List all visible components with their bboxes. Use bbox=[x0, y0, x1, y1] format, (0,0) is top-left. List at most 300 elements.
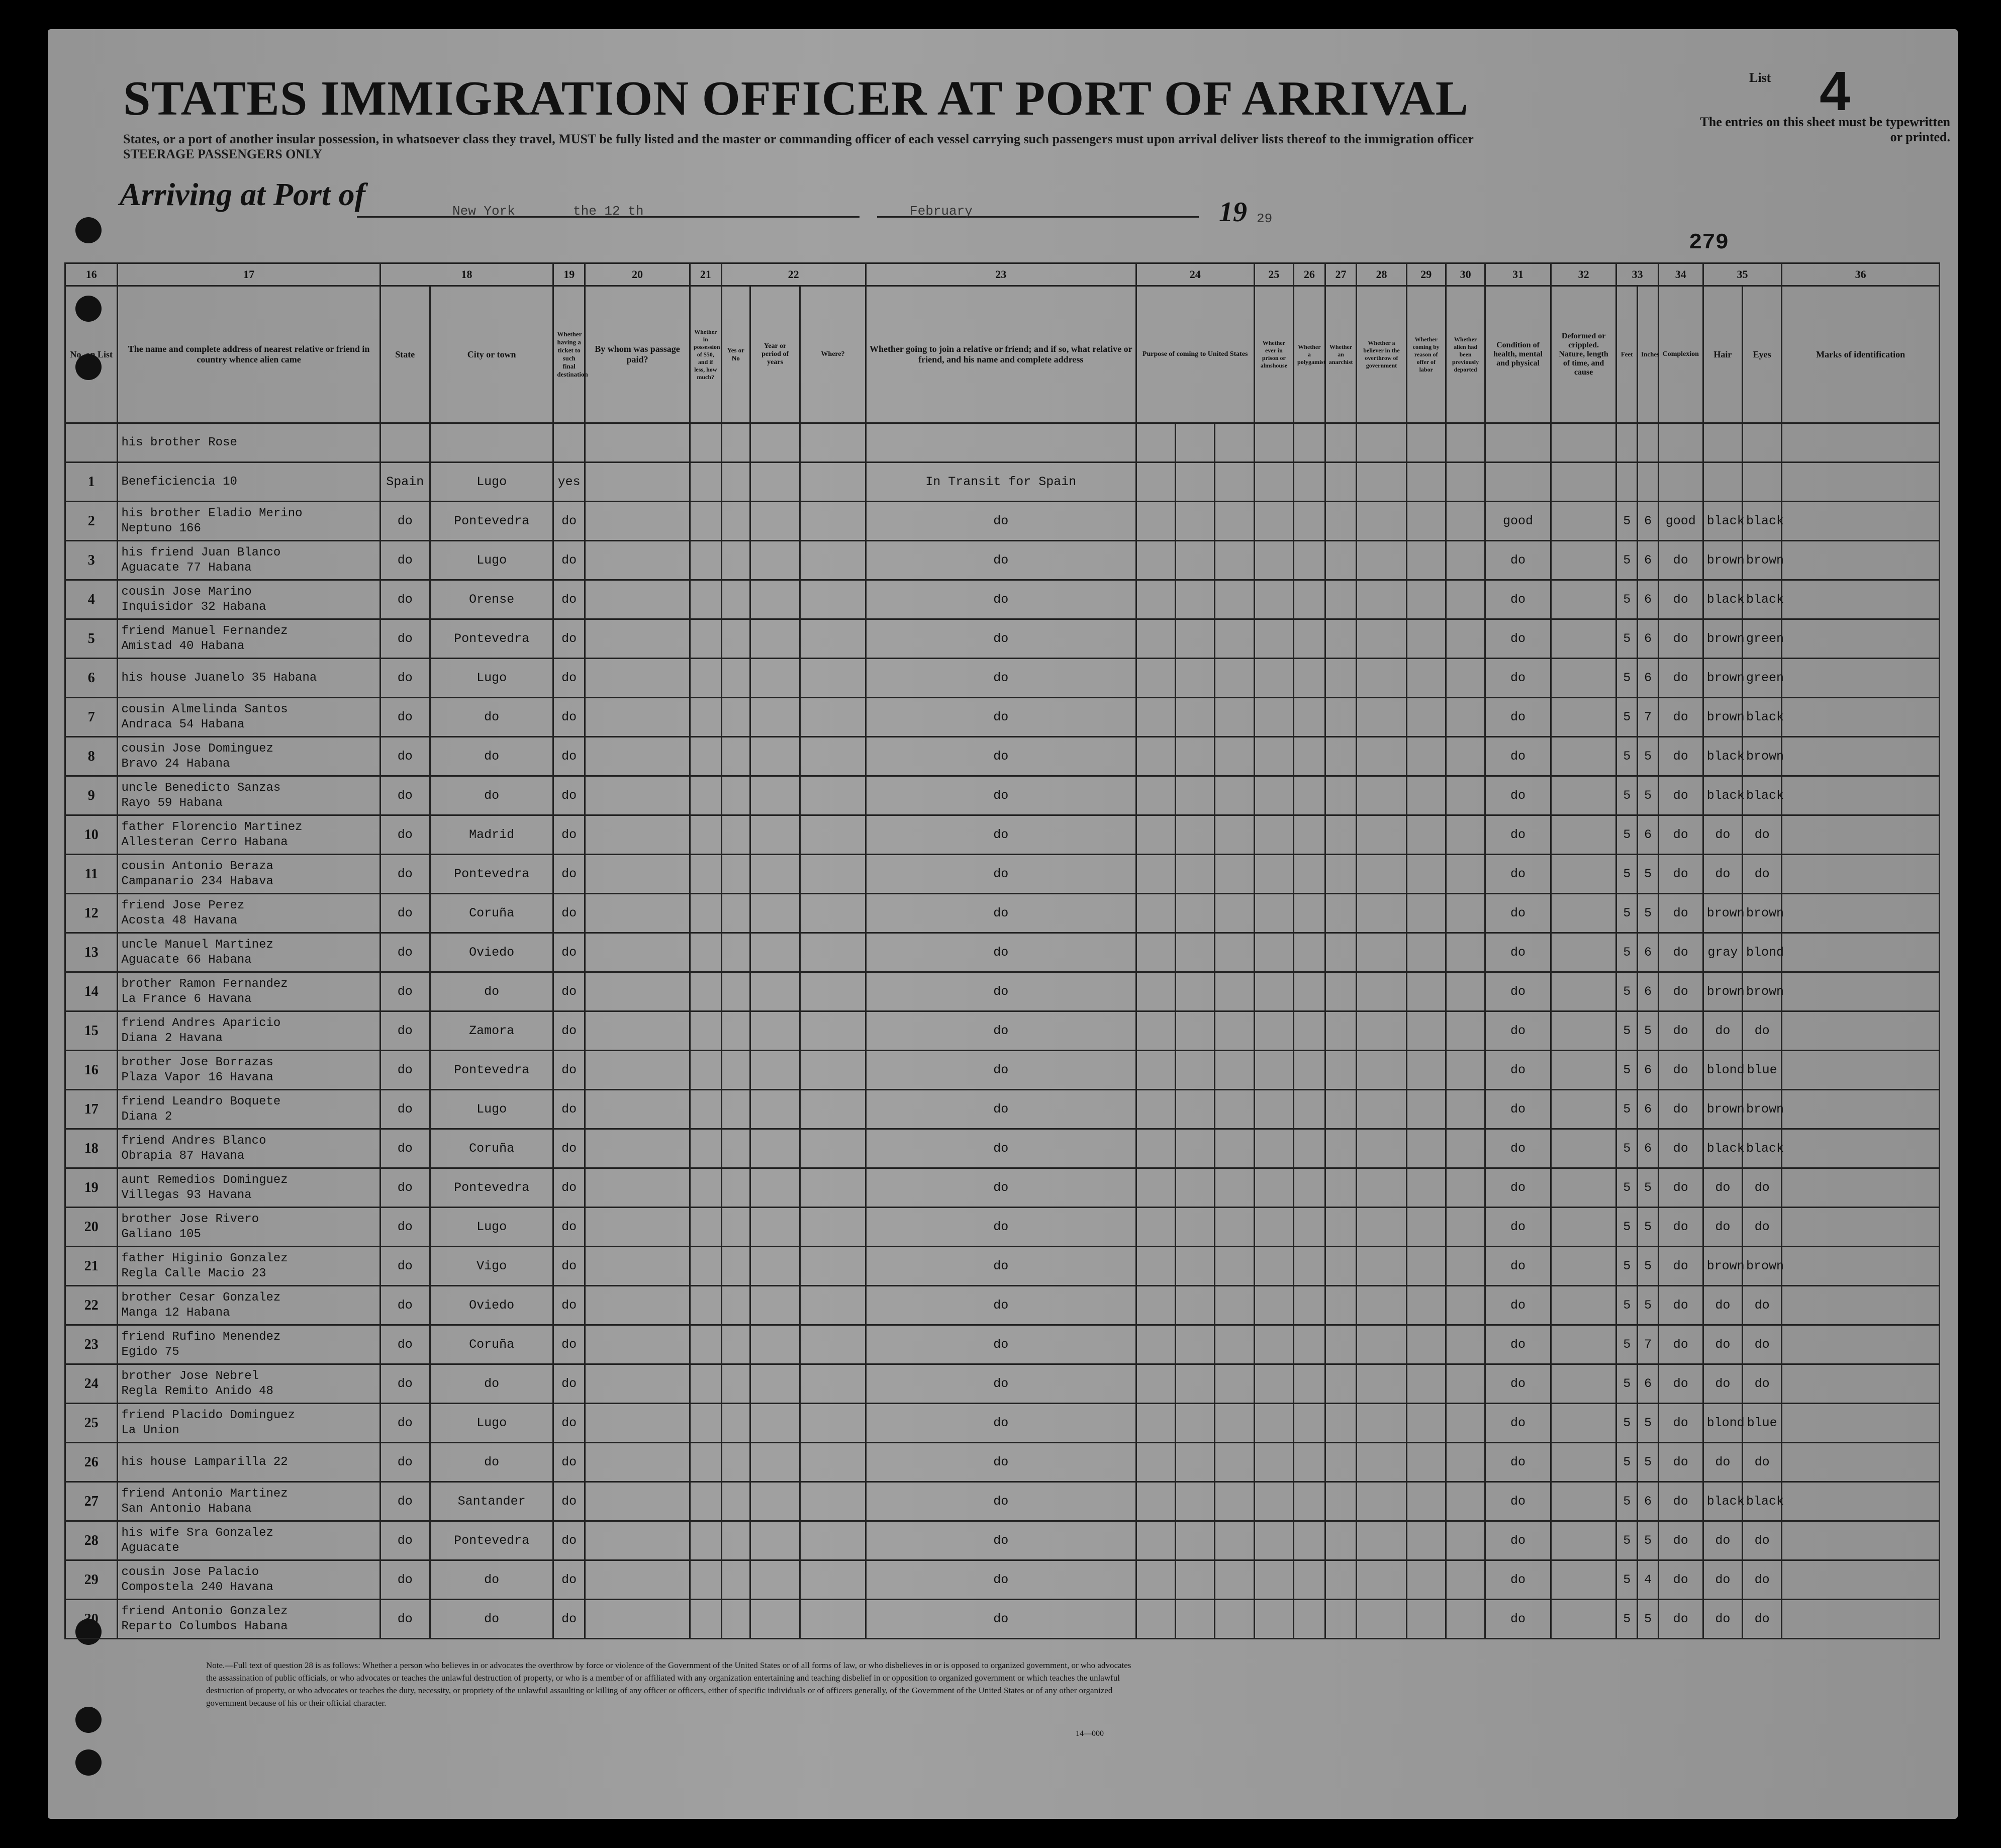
col-number: 27 bbox=[1325, 263, 1357, 286]
height-inches-cell-text: 6 bbox=[1644, 1141, 1652, 1156]
join-cell bbox=[866, 502, 1136, 541]
relative-address bbox=[118, 1090, 380, 1129]
complexion-cell bbox=[1658, 1482, 1703, 1521]
city-cell bbox=[430, 619, 553, 659]
list-number-text: 24 bbox=[84, 1375, 99, 1392]
relative-address-text: Beneficiencia 10 bbox=[121, 475, 237, 489]
ticket-cell bbox=[553, 463, 585, 502]
state-cell-text: do bbox=[397, 827, 413, 842]
prison-cell bbox=[1254, 423, 1293, 463]
anarchist-cell bbox=[1325, 1286, 1357, 1325]
hair-cell bbox=[1703, 1011, 1742, 1051]
passage-cell bbox=[585, 1011, 690, 1051]
purpose-cell bbox=[1136, 541, 1175, 580]
height-feet-cell-text: 5 bbox=[1623, 1259, 1631, 1273]
hair-cell bbox=[1703, 894, 1745, 933]
passage-cell bbox=[585, 815, 690, 855]
height-inches-cell-text: 6 bbox=[1644, 1102, 1652, 1117]
col-number: 26 bbox=[1294, 263, 1325, 286]
header-period: Year or period of years bbox=[750, 286, 800, 423]
header-eyes: Eyes bbox=[1743, 286, 1782, 423]
overthrow-cell bbox=[1357, 1090, 1406, 1129]
relative-address bbox=[118, 1168, 380, 1208]
purpose-cell bbox=[1136, 1011, 1175, 1051]
hair-cell-text: do bbox=[1715, 1180, 1731, 1195]
before-yes-no-cell bbox=[721, 855, 750, 894]
list-number bbox=[65, 1247, 118, 1286]
before-where-cell bbox=[800, 1208, 866, 1247]
eyes-cell bbox=[1743, 972, 1782, 1011]
polygamist-cell bbox=[1294, 1247, 1325, 1286]
city-cell-text: Lugo bbox=[477, 1102, 507, 1117]
complexion-cell-text: do bbox=[1673, 592, 1688, 607]
deported-cell bbox=[1446, 423, 1485, 463]
before-where-cell bbox=[800, 1404, 866, 1443]
city-cell bbox=[430, 1129, 553, 1168]
address-text: Manga 12 Habana bbox=[121, 1306, 230, 1320]
table-row bbox=[65, 659, 1940, 698]
labor-cell bbox=[1406, 502, 1446, 541]
ticket-cell-text: do bbox=[561, 1376, 577, 1391]
height-feet-cell bbox=[1616, 1443, 1638, 1482]
height-feet-cell bbox=[1616, 1404, 1638, 1443]
money-cell bbox=[690, 855, 721, 894]
height-inches-cell-text: 5 bbox=[1644, 906, 1652, 920]
before-where-cell bbox=[800, 541, 866, 580]
health-cell-text: good bbox=[1503, 514, 1534, 528]
state-cell bbox=[380, 1286, 430, 1325]
labor-cell bbox=[1406, 737, 1446, 776]
eyes-cell-text: black bbox=[1746, 1141, 1784, 1156]
height-inches-cell-text: 5 bbox=[1644, 1416, 1652, 1430]
list-number bbox=[65, 423, 118, 463]
deported-cell bbox=[1446, 1404, 1485, 1443]
page-number: 279 bbox=[1689, 230, 1729, 255]
height-feet-cell bbox=[1616, 423, 1638, 463]
height-feet-cell bbox=[1616, 894, 1638, 933]
eyes-cell bbox=[1743, 1482, 1782, 1521]
list-number bbox=[65, 1325, 118, 1364]
list-number bbox=[65, 855, 118, 894]
before-yes-no-cell bbox=[721, 423, 750, 463]
list-number-text: 26 bbox=[84, 1454, 99, 1470]
state-cell bbox=[380, 1051, 430, 1090]
height-feet-cell-text: 5 bbox=[1623, 1612, 1631, 1626]
before-yes-no-cell bbox=[721, 972, 750, 1011]
state-cell-text: do bbox=[397, 1494, 413, 1509]
join-cell bbox=[866, 463, 1136, 502]
complexion-cell-text: do bbox=[1673, 1141, 1688, 1156]
relative-address-text: cousin Jose Palacio bbox=[121, 1565, 259, 1579]
deported-cell bbox=[1446, 1364, 1485, 1404]
join-cell-text: do bbox=[993, 592, 1009, 607]
purpose-cell bbox=[1136, 463, 1175, 502]
purpose-cell bbox=[1176, 1443, 1215, 1482]
labor-cell bbox=[1406, 1129, 1446, 1168]
before-period-cell bbox=[750, 855, 800, 894]
join-cell-text: do bbox=[993, 1298, 1009, 1313]
city-cell bbox=[430, 1482, 553, 1521]
height-inches-cell bbox=[1638, 1011, 1659, 1051]
hair-cell bbox=[1703, 502, 1745, 541]
anarchist-cell bbox=[1325, 855, 1357, 894]
purpose-cell bbox=[1136, 659, 1175, 698]
address-text: Bravo 24 Habana bbox=[121, 757, 230, 771]
purpose-cell bbox=[1215, 1168, 1254, 1208]
deformed-cell bbox=[1551, 698, 1616, 737]
ticket-cell bbox=[553, 1443, 585, 1482]
height-inches-cell bbox=[1638, 894, 1659, 933]
join-cell-text: do bbox=[993, 710, 1009, 724]
purpose-cell bbox=[1136, 1560, 1175, 1600]
marks-cell bbox=[1782, 815, 1940, 855]
overthrow-cell bbox=[1357, 502, 1406, 541]
passage-cell bbox=[585, 1443, 690, 1482]
complexion-cell-text: do bbox=[1673, 827, 1688, 842]
city-cell-text: Vigo bbox=[477, 1259, 507, 1273]
relative-address-text: brother Ramon Fernandez bbox=[121, 977, 288, 991]
anarchist-cell bbox=[1325, 933, 1357, 972]
eyes-cell-text: do bbox=[1754, 827, 1770, 842]
city-cell bbox=[430, 1051, 553, 1090]
before-period-cell bbox=[750, 619, 800, 659]
height-feet-cell-text: 5 bbox=[1623, 788, 1631, 803]
overthrow-cell bbox=[1357, 1129, 1406, 1168]
join-cell-text: do bbox=[993, 514, 1009, 528]
labor-cell bbox=[1406, 972, 1446, 1011]
overthrow-cell bbox=[1357, 1208, 1406, 1247]
prison-cell bbox=[1254, 1404, 1293, 1443]
deformed-cell bbox=[1551, 972, 1616, 1011]
state-cell bbox=[380, 1364, 430, 1404]
join-cell-text: do bbox=[993, 1337, 1009, 1352]
polygamist-cell bbox=[1294, 894, 1325, 933]
list-number-text: 13 bbox=[84, 944, 99, 960]
passage-cell bbox=[585, 776, 690, 815]
height-feet-cell bbox=[1616, 1051, 1638, 1090]
purpose-cell bbox=[1176, 737, 1215, 776]
list-number bbox=[65, 1443, 118, 1482]
deformed-cell bbox=[1551, 1168, 1616, 1208]
relative-address bbox=[118, 1129, 380, 1168]
state-cell-text: do bbox=[397, 1376, 413, 1391]
hair-cell bbox=[1703, 972, 1745, 1011]
ticket-cell bbox=[553, 619, 585, 659]
passage-cell bbox=[585, 1051, 690, 1090]
prison-cell bbox=[1254, 1364, 1293, 1404]
complexion-cell-text: do bbox=[1673, 1533, 1688, 1548]
eyes-cell bbox=[1743, 1208, 1782, 1247]
list-label: List bbox=[1749, 70, 1771, 85]
passage-cell bbox=[585, 972, 690, 1011]
height-inches-cell bbox=[1638, 972, 1659, 1011]
purpose-cell bbox=[1215, 580, 1254, 619]
city-cell bbox=[430, 972, 553, 1011]
eyes-cell bbox=[1743, 463, 1782, 502]
anarchist-cell bbox=[1325, 1404, 1357, 1443]
height-inches-cell bbox=[1638, 541, 1659, 580]
deformed-cell bbox=[1551, 580, 1616, 619]
complexion-cell-text: do bbox=[1673, 1259, 1688, 1273]
ticket-cell-text: do bbox=[561, 631, 577, 646]
purpose-cell bbox=[1176, 502, 1215, 541]
passage-cell bbox=[585, 855, 690, 894]
city-cell-text: Coruña bbox=[469, 906, 515, 920]
col-number: 30 bbox=[1446, 263, 1485, 286]
complexion-cell bbox=[1658, 1286, 1703, 1325]
relative-address bbox=[118, 815, 380, 855]
health-cell-text: do bbox=[1510, 749, 1526, 764]
list-number bbox=[65, 580, 118, 619]
hair-cell-text: black bbox=[1706, 592, 1745, 607]
relative-address-text: friend Andres Blanco bbox=[121, 1134, 266, 1148]
list-number-text: 15 bbox=[84, 1023, 99, 1039]
labor-cell bbox=[1406, 659, 1446, 698]
before-where-cell bbox=[800, 737, 866, 776]
height-inches-cell-text: 6 bbox=[1644, 631, 1652, 646]
deformed-cell bbox=[1551, 1521, 1616, 1560]
state-cell-text: do bbox=[397, 1533, 413, 1548]
list-number-text: 4 bbox=[87, 591, 95, 607]
hair-cell bbox=[1703, 541, 1745, 580]
list-number-text: 22 bbox=[84, 1297, 99, 1313]
money-cell bbox=[690, 1482, 721, 1521]
money-cell bbox=[690, 894, 721, 933]
money-cell bbox=[690, 1011, 721, 1051]
health-cell bbox=[1485, 541, 1551, 580]
purpose-cell bbox=[1176, 1129, 1215, 1168]
state-cell bbox=[380, 423, 430, 463]
before-where-cell bbox=[800, 1286, 866, 1325]
complexion-cell bbox=[1658, 855, 1703, 894]
height-feet-cell bbox=[1616, 1482, 1638, 1521]
before-period-cell bbox=[750, 1560, 800, 1600]
prison-cell bbox=[1254, 698, 1293, 737]
passage-cell bbox=[585, 1560, 690, 1600]
before-period-cell bbox=[750, 659, 800, 698]
day-value: the 12 th bbox=[573, 204, 644, 219]
before-yes-no-cell bbox=[721, 1443, 750, 1482]
labor-cell bbox=[1406, 619, 1446, 659]
height-inches-cell bbox=[1638, 855, 1659, 894]
before-period-cell bbox=[750, 1011, 800, 1051]
year-prefix: 19 bbox=[1219, 197, 1247, 228]
address-text: Aguacate 66 Habana bbox=[121, 953, 252, 967]
before-where-cell bbox=[800, 1247, 866, 1286]
hair-cell bbox=[1703, 855, 1742, 894]
height-inches-cell bbox=[1638, 933, 1659, 972]
deformed-cell bbox=[1551, 776, 1616, 815]
relative-address bbox=[118, 580, 380, 619]
ticket-cell-text: do bbox=[561, 749, 577, 764]
list-number bbox=[65, 502, 118, 541]
city-cell bbox=[430, 1443, 553, 1482]
city-cell bbox=[430, 894, 553, 933]
before-where-cell bbox=[800, 619, 866, 659]
polygamist-cell bbox=[1294, 580, 1325, 619]
list-number bbox=[65, 933, 118, 972]
join-cell bbox=[866, 541, 1136, 580]
before-period-cell bbox=[750, 1129, 800, 1168]
purpose-cell bbox=[1176, 855, 1215, 894]
list-number-text: 10 bbox=[84, 826, 99, 843]
join-cell-text: do bbox=[993, 1063, 1009, 1077]
height-inches-cell-text: 6 bbox=[1644, 945, 1652, 960]
health-cell bbox=[1485, 972, 1551, 1011]
address-text: Neptuno 166 bbox=[121, 521, 201, 535]
before-period-cell bbox=[750, 972, 800, 1011]
overthrow-cell bbox=[1357, 933, 1406, 972]
purpose-cell bbox=[1215, 1364, 1254, 1404]
deformed-cell bbox=[1551, 463, 1616, 502]
form-instructions: States, or a port of another insular possession, in whatsoever class they travel, MUST be fully listed and the master or commanding officer of each vessel carrying such passengers must upon arrival deliver lists thereof to the immigration officer bbox=[123, 132, 1474, 146]
labor-cell bbox=[1406, 463, 1446, 502]
join-cell bbox=[866, 659, 1136, 698]
height-inches-cell-text: 5 bbox=[1644, 749, 1652, 764]
marks-cell bbox=[1782, 1168, 1940, 1208]
list-number-text: 7 bbox=[87, 709, 95, 725]
eyes-cell-text: do bbox=[1754, 1573, 1770, 1587]
labor-cell bbox=[1406, 1247, 1446, 1286]
city-cell-text: do bbox=[484, 1455, 500, 1469]
anarchist-cell bbox=[1325, 1129, 1357, 1168]
complexion-cell-text: do bbox=[1673, 1024, 1688, 1038]
eyes-cell bbox=[1743, 815, 1782, 855]
header-anarchist: Whether an anarchist bbox=[1325, 286, 1357, 423]
prison-cell bbox=[1254, 855, 1293, 894]
purpose-cell bbox=[1136, 1364, 1175, 1404]
passage-cell bbox=[585, 1090, 690, 1129]
height-feet-cell bbox=[1616, 1247, 1638, 1286]
before-where-cell bbox=[800, 1443, 866, 1482]
deported-cell bbox=[1446, 1482, 1485, 1521]
eyes-cell bbox=[1743, 776, 1782, 815]
height-feet-cell bbox=[1616, 463, 1638, 502]
address-text: Amistad 40 Habana bbox=[121, 639, 245, 653]
height-feet-cell-text: 5 bbox=[1623, 984, 1631, 999]
city-cell bbox=[430, 855, 553, 894]
anarchist-cell bbox=[1325, 1168, 1357, 1208]
eyes-cell-text: green bbox=[1746, 671, 1784, 685]
relative-address-text: aunt Remedios Dominguez bbox=[121, 1173, 288, 1187]
before-period-cell bbox=[750, 1325, 800, 1364]
state-cell bbox=[380, 619, 430, 659]
join-cell-text: do bbox=[993, 1494, 1009, 1509]
deformed-cell bbox=[1551, 737, 1616, 776]
state-cell bbox=[380, 776, 430, 815]
complexion-cell-text: do bbox=[1673, 1494, 1688, 1509]
before-where-cell bbox=[800, 1051, 866, 1090]
address-text: Regla Calle Macio 23 bbox=[121, 1266, 266, 1280]
prison-cell bbox=[1254, 1482, 1293, 1521]
purpose-cell bbox=[1136, 1208, 1175, 1247]
purpose-cell bbox=[1215, 933, 1254, 972]
list-number bbox=[65, 1090, 118, 1129]
labor-cell bbox=[1406, 815, 1446, 855]
eyes-cell bbox=[1743, 1521, 1782, 1560]
complexion-cell bbox=[1658, 423, 1703, 463]
list-number bbox=[65, 1600, 118, 1639]
header-overthrow: Whether a believer in the overthrow of government bbox=[1357, 286, 1406, 423]
complexion-cell-text: do bbox=[1673, 1180, 1688, 1195]
hair-cell-text: brown bbox=[1706, 984, 1745, 999]
height-inches-cell bbox=[1638, 423, 1659, 463]
anarchist-cell bbox=[1325, 1521, 1357, 1560]
height-feet-cell-text: 5 bbox=[1623, 1298, 1631, 1313]
purpose-cell bbox=[1215, 1443, 1254, 1482]
ticket-cell bbox=[553, 1090, 585, 1129]
complexion-cell-text: do bbox=[1673, 1063, 1688, 1077]
address-text: Galiano 105 bbox=[121, 1227, 201, 1241]
join-cell-text: do bbox=[993, 906, 1009, 920]
deformed-cell bbox=[1551, 933, 1616, 972]
city-cell-text: Pontevedra bbox=[454, 1180, 530, 1195]
anarchist-cell bbox=[1325, 1325, 1357, 1364]
table-row bbox=[65, 1521, 1940, 1560]
relative-address-text: friend Manuel Fernandez bbox=[121, 624, 288, 638]
complexion-cell-text: do bbox=[1673, 553, 1688, 568]
deported-cell bbox=[1446, 776, 1485, 815]
passage-cell bbox=[585, 541, 690, 580]
labor-cell bbox=[1406, 1051, 1446, 1090]
prison-cell bbox=[1254, 541, 1293, 580]
health-cell bbox=[1485, 1521, 1551, 1560]
city-cell bbox=[430, 1090, 553, 1129]
purpose-cell bbox=[1136, 855, 1175, 894]
hair-cell bbox=[1703, 698, 1745, 737]
before-period-cell bbox=[750, 1404, 800, 1443]
list-number bbox=[65, 1051, 118, 1090]
height-inches-cell-text: 5 bbox=[1644, 1259, 1652, 1273]
overthrow-cell bbox=[1357, 1051, 1406, 1090]
height-feet-cell-text: 5 bbox=[1623, 592, 1631, 607]
before-where-cell bbox=[800, 776, 866, 815]
punch-hole bbox=[75, 1749, 102, 1776]
city-cell-text: Zamora bbox=[469, 1024, 515, 1038]
labor-cell bbox=[1406, 1404, 1446, 1443]
relative-address-text: cousin Antonio Beraza bbox=[121, 859, 273, 873]
purpose-cell bbox=[1176, 815, 1215, 855]
height-feet-cell-text: 5 bbox=[1623, 1376, 1631, 1391]
ticket-cell-text: do bbox=[561, 1533, 577, 1548]
health-cell-text: do bbox=[1510, 1416, 1526, 1430]
health-cell-text: do bbox=[1510, 945, 1526, 960]
labor-cell bbox=[1406, 580, 1446, 619]
complexion-cell bbox=[1658, 1443, 1703, 1482]
labor-cell bbox=[1406, 1600, 1446, 1639]
height-inches-cell-text: 5 bbox=[1644, 1455, 1652, 1469]
list-number bbox=[65, 1168, 118, 1208]
complexion-cell-text: do bbox=[1673, 1612, 1688, 1626]
complexion-cell-text: do bbox=[1673, 1455, 1688, 1469]
before-period-cell bbox=[750, 1286, 800, 1325]
before-yes-no-cell bbox=[721, 1404, 750, 1443]
eyes-cell bbox=[1743, 1404, 1782, 1443]
purpose-cell bbox=[1176, 423, 1215, 463]
labor-cell bbox=[1406, 1286, 1446, 1325]
height-feet-cell bbox=[1616, 1090, 1638, 1129]
hair-cell bbox=[1703, 1247, 1745, 1286]
before-period-cell bbox=[750, 541, 800, 580]
money-cell bbox=[690, 1090, 721, 1129]
polygamist-cell bbox=[1294, 1404, 1325, 1443]
height-inches-cell bbox=[1638, 1286, 1659, 1325]
height-feet-cell bbox=[1616, 1011, 1638, 1051]
deported-cell bbox=[1446, 541, 1485, 580]
height-feet-cell bbox=[1616, 502, 1638, 541]
prison-cell bbox=[1254, 776, 1293, 815]
prison-cell bbox=[1254, 894, 1293, 933]
